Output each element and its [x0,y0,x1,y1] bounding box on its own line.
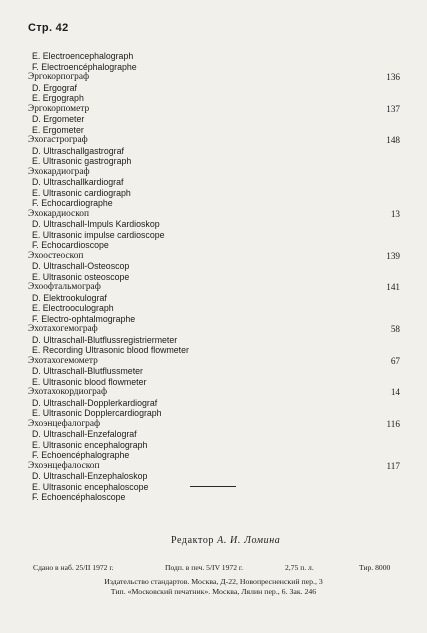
entry-text: E. Ultrasonic impulse cardioscope [32,229,165,240]
term-translation [28,156,406,167]
entry-number: 148 [386,135,400,145]
entry-text: Эхотахокордиограф [28,387,108,397]
entry-text: Эхокардиограф [28,166,90,177]
term-translation [28,314,406,325]
entry-text: Эхоэнцефалоскоп [28,460,100,471]
term-translation [28,240,406,251]
term-translation [28,198,406,209]
entry-number: 137 [386,103,400,114]
term-translation [28,293,406,304]
term-translation [28,377,406,388]
editor-credit [171,535,280,546]
entry-number: 141 [386,282,400,292]
term-heading [28,72,406,83]
sheet-count: 2,75 п. л. [285,563,314,572]
term-translation [28,272,406,283]
entry-text: E. Ultrasonic encephaloscope [32,481,149,492]
entry-text: D. Ultraschall-Osteoscop [32,261,130,271]
term-translation [28,303,406,314]
entry-text: Эхоостеоскоп [28,250,84,261]
entry-number: 67 [390,355,400,366]
term-heading [28,387,406,398]
term-translation [28,146,406,157]
publisher-line: Издательство стандартов. Москва, Д-22, Новопресненский пер., 3 [104,577,323,586]
term-translation [28,51,406,62]
entry-text: E. Ultrasonic cardiograph [32,187,131,198]
term-heading [28,419,406,430]
entry-text: D. Ergometer [32,114,85,124]
entry-text: Эргокорпометр [28,103,90,114]
entry-text: E. Ultrasonic encephalograph [32,439,148,450]
entry-text: D. Ultraschall-Impuls Kardioskop [32,219,160,229]
editor-name: А. И. Ломина [217,535,281,546]
entry-text: D. Ultraschallgastrograf [32,145,124,156]
term-translation [28,230,406,241]
signed-date: Подп. в печ. 5/IV 1972 г. [165,563,244,572]
term-heading [28,324,406,335]
term-translation [28,345,406,356]
term-heading [28,282,406,293]
entry-number: 117 [386,460,400,471]
page-number: Стр. 42 [28,22,69,34]
term-translation [28,440,406,451]
term-heading [28,251,406,262]
submitted-date: Сдано в наб. 25/II 1972 г. [33,563,114,572]
entry-number: 139 [386,250,400,261]
term-translation [28,492,406,503]
term-translation [28,62,406,73]
entry-number: 116 [386,418,400,429]
entry-text: Эхотахогемометр [28,355,98,366]
term-translation [28,471,406,482]
term-heading [28,135,406,146]
term-translation [28,125,406,136]
entry-text: E. Ultrasonic osteoscope [32,271,130,282]
entry-text: Эргокорпограф [28,72,90,82]
print-run: Тир. 8000 [359,563,391,572]
entry-text: F. Echoencéphalographe [32,450,130,460]
term-translation [28,177,406,188]
entry-text: D. Elektrookulograf [32,292,107,303]
printer-line: Тип. «Московский печатник». Москва, Лялин пер., 6. Зак. 246 [110,587,317,596]
term-heading [28,104,406,115]
term-translation [28,429,406,440]
term-translation [28,398,406,409]
entry-text: D. Ultraschallkardiograf [32,177,124,187]
entry-text: Эхотахогемограф [28,324,98,334]
entry-text: Эхокардиоскоп [28,208,89,219]
entry-text: D. Ultraschall-Enzefalograf [32,429,137,439]
term-heading [28,209,406,220]
entry-text: F. Echocardiographe [32,198,113,208]
term-list [28,51,406,503]
entry-text: Эхоофтальмограф [28,282,101,292]
entry-text: E. Ergograph [32,93,84,103]
entry-text: F. Electroencéphalographe [32,61,137,72]
entry-text: D. Ergograf [32,82,77,93]
entry-number: 136 [386,72,400,82]
term-translation [28,188,406,199]
entry-text: F. Echoencéphaloscope [32,492,126,502]
term-translation [28,261,406,272]
entry-text: D. Ultraschall-Dopplerkardiograf [32,397,158,408]
term-translation [28,114,406,125]
entry-text: E. Electroencephalograph [32,51,134,61]
entry-text: E. Ergometer [32,124,84,135]
entry-number: 14 [390,387,400,397]
entry-text: Эхоэнцефалограф [28,418,101,429]
entry-text: E. Electrooculograph [32,303,114,313]
term-translation [28,366,406,377]
entry-text: D. Ultraschall-Enzephaloskop [32,471,148,481]
term-translation [28,408,406,419]
term-translation [28,93,406,104]
term-heading [28,167,406,178]
entry-text: D. Ultraschall-Blutflussregistriermeter [32,334,178,345]
entry-text: F. Echocardioscope [32,240,109,250]
entry-number: 58 [390,324,400,334]
entry-text: E. Recording Ultrasonic blood flowmeter [32,345,189,355]
entry-text: E. Ultrasonic gastrograph [32,156,132,166]
term-heading [28,356,406,367]
term-translation [28,450,406,461]
entry-text: E. Ultrasonic blood flowmeter [32,376,147,387]
entry-number: 13 [390,208,400,219]
term-translation [28,335,406,346]
entry-text: Эхогастрограф [28,135,88,145]
separator-rule [190,486,236,487]
entry-text: E. Ultrasonic Dopplercardiograph [32,408,162,418]
entry-text: D. Ultraschall-Blutflussmeter [32,366,143,376]
term-translation [28,219,406,230]
entry-text: F. Electro-ophtalmographe [32,313,136,324]
editor-label: Редактор [171,535,215,546]
term-translation [28,83,406,94]
term-heading [28,461,406,472]
